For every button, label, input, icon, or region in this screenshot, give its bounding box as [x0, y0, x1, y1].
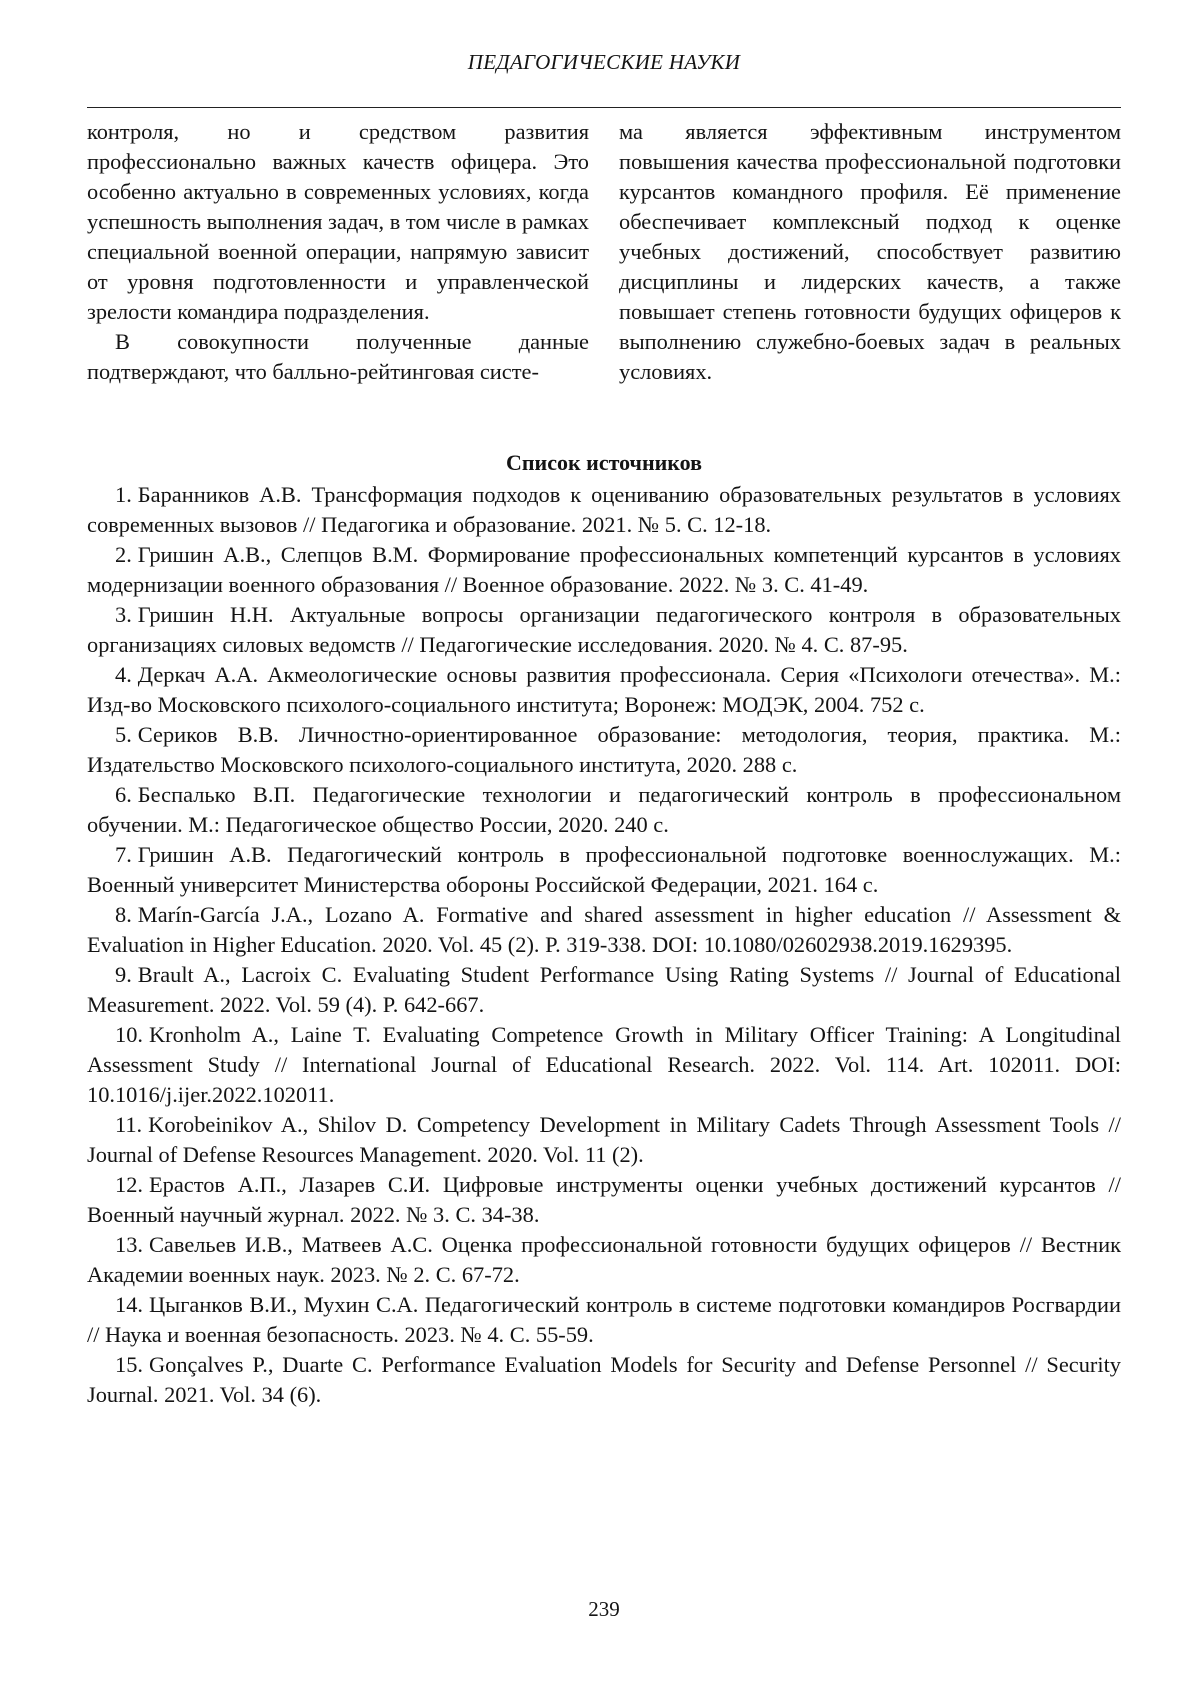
reference-item	[87, 1170, 1121, 1230]
left-column	[87, 117, 589, 387]
reference-text: Гришин Н.Н. Актуальные вопросы организации педагогического контроля в образовательных организациях силовых ведомств // Педагогические исследования. 2020. № 4. С. 87-95.	[87, 602, 1121, 657]
running-head: ПЕДАГОГИЧЕСКИЕ НАУКИ	[467, 50, 741, 74]
reference-number: 12.	[115, 1172, 143, 1197]
reference-text: Гришин А.В., Слепцов В.М. Формирование профессиональных компетенций курсантов в условиях модернизации военного образования // Военное образование. 2022. № 3. С. 41-49.	[87, 542, 1121, 597]
left-column-paragraph-1: контроля, но и средством развития профессионально важных качеств офицера. Это особенно актуально в современных условиях, когда успешность выполнения задач, в том числе в рамках специальной военной операции, напрямую зависит от уровня подготовленности и управленческой зрелости командира подразделения.	[87, 119, 589, 324]
reference-text: Гришин А.В. Педагогический контроль в профессиональной подготовке военнослужащих. М.: Военный университет Министерства обороны Российской Федерации, 2021. 164 с.	[87, 842, 1121, 897]
reference-number: 11.	[115, 1112, 143, 1137]
reference-text: Савельев И.В., Матвеев А.С. Оценка профессиональной готовности будущих офицеров // Вестник Академии военных наук. 2023. № 2. С. 67-72.	[87, 1232, 1121, 1287]
reference-number: 8.	[115, 902, 132, 927]
reference-item	[87, 660, 1121, 720]
reference-text: Brault A., Lacroix C. Evaluating Student Performance Using Rating Systems // Journal of Educational Measurement. 2022. Vol. 59 (4). P. 642-667.	[87, 962, 1121, 1017]
reference-item	[87, 480, 1121, 540]
reference-item	[87, 780, 1121, 840]
reference-number: 14.	[115, 1292, 143, 1317]
reference-item	[87, 1230, 1121, 1290]
reference-number: 3.	[115, 602, 132, 627]
reference-item	[87, 1020, 1121, 1110]
reference-text: Ерастов А.П., Лазарев С.И. Цифровые инструменты оценки учебных достижений курсантов // Военный научный журнал. 2022. № 3. С. 34-38.	[87, 1172, 1121, 1227]
reference-item	[87, 840, 1121, 900]
reference-text: Сериков В.В. Личностно-ориентированное образование: методология, теория, практика. М.: Издательство Московского психолого-социального института, 2020. 288 с.	[87, 722, 1121, 777]
reference-text: Цыганков В.И., Мухин С.А. Педагогический контроль в системе подготовки командиров Росгвардии // Наука и военная безопасность. 2023. № 4. С. 55-59.	[87, 1292, 1121, 1347]
reference-number: 10.	[115, 1022, 143, 1047]
reference-item	[87, 1110, 1121, 1170]
body-columns	[87, 117, 1121, 387]
reference-item	[87, 600, 1121, 660]
left-column-paragraph-2: В совокупности полученные данные подтверждают, что балльно-рейтинговая систе-	[87, 329, 589, 384]
reference-item	[87, 1350, 1121, 1410]
reference-text: Gonçalves P., Duarte C. Performance Evaluation Models for Security and Defense Personnel // Security Journal. 2021. Vol. 34 (6).	[87, 1352, 1121, 1407]
reference-item	[87, 900, 1121, 960]
page-number: 239	[588, 1597, 620, 1621]
right-column-paragraph-1: ма является эффективным инструментом повышения качества профессиональной подготовки курсантов командного профиля. Её применение обеспечивает комплексный подход к оценке учебных достижений, способствует развитию дисциплины и лидерских качеств, а также повышает степень готовности будущих офицеров к выполнению служебно-боевых задач в реальных условиях.	[619, 119, 1121, 384]
reference-text: Деркач А.А. Акмеологические основы развития профессионала. Серия «Психологи отечества». М.: Изд-во Московского психолого-социального института; Воронеж: МОДЭК, 2004. 752 с.	[87, 662, 1121, 717]
header-rule	[87, 107, 1121, 108]
reference-number: 5.	[115, 722, 132, 747]
reference-number: 13.	[115, 1232, 143, 1257]
reference-number: 2.	[115, 542, 132, 567]
reference-item	[87, 1290, 1121, 1350]
reference-number: 4.	[115, 662, 132, 687]
reference-number: 15.	[115, 1352, 143, 1377]
reference-number: 1.	[115, 482, 132, 507]
reference-item	[87, 540, 1121, 600]
references-list	[87, 480, 1121, 1410]
reference-number: 7.	[115, 842, 132, 867]
reference-item	[87, 960, 1121, 1020]
right-column	[619, 117, 1121, 387]
reference-text: Korobeinikov A., Shilov D. Competency Development in Military Cadets Through Assessment Tools // Journal of Defense Resources Management. 2020. Vol. 11 (2).	[87, 1112, 1121, 1167]
reference-number: 6.	[115, 782, 132, 807]
reference-item	[87, 720, 1121, 780]
reference-text: Kronholm A., Laine T. Evaluating Competence Growth in Military Officer Training: A Longitudinal Assessment Study // International Journal of Educational Research. 2022. Vol. 114. Art. 102011. DOI: 10.1016/j.ijer.2022.102011.	[87, 1022, 1121, 1107]
reference-text: Беспалько В.П. Педагогические технологии и педагогический контроль в профессиональном обучении. М.: Педагогическое общество России, 2020. 240 с.	[87, 782, 1121, 837]
reference-text: Баранников А.В. Трансформация подходов к оцениванию образовательных результатов в условиях современных вызовов // Педагогика и образование. 2021. № 5. С. 12-18.	[87, 482, 1121, 537]
reference-number: 9.	[115, 962, 132, 987]
reference-text: Marín-García J.A., Lozano A. Formative and shared assessment in higher education // Assessment & Evaluation in Higher Education. 2020. Vol. 45 (2). P. 319-338. DOI: 10.1080/02602938.2019.1629395.	[87, 902, 1121, 957]
references-title: Список источников	[505, 450, 703, 475]
